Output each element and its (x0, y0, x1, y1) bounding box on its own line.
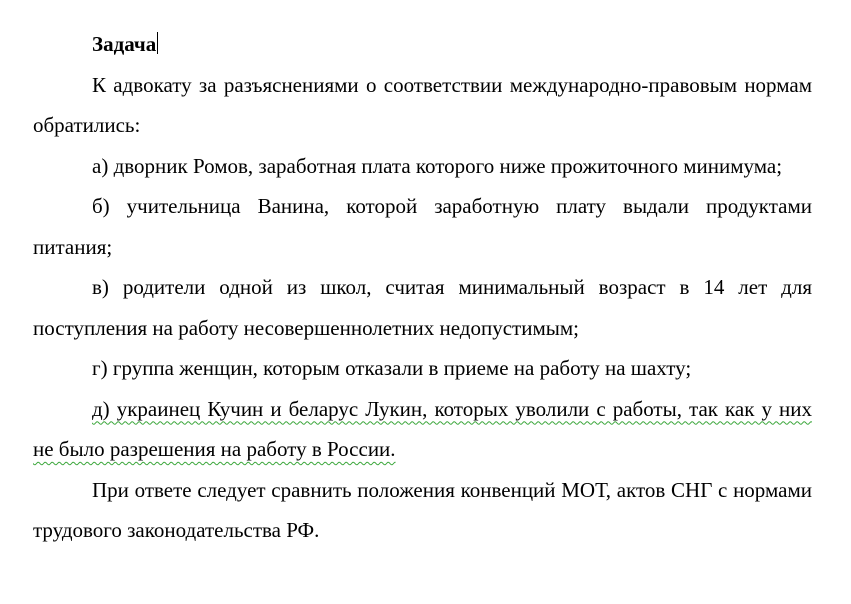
item-g: г) группа женщин, которым отказали в приеме на работу на шахту; (92, 356, 692, 380)
item-v: в) родители одной из школ, считая минимальный возраст в 14 лет для поступления на работу несовершеннолетних недопустимым; (33, 275, 812, 340)
item-b: б) учительница Ванина, которой заработную плату выдали продуктами питания; (33, 194, 812, 259)
title-paragraph (33, 24, 812, 65)
item-a: а) дворник Ромов, заработная плата которого ниже прожиточного минимума; (92, 153, 783, 178)
grammar-check-underline: д) украинец Кучин и беларус Лукин, которых уволили с работы, так как у них не было разрешения на работу в России. (33, 396, 812, 461)
document-page[interactable] (33, 24, 812, 551)
item-d (33, 389, 812, 470)
text-cursor (157, 32, 158, 54)
document-title: Задача (92, 32, 157, 56)
conclusion-paragraph: При ответе следует сравнить положения конвенций МОТ, актов СНГ с нормами трудового законодательства РФ. (33, 477, 812, 542)
intro-paragraph: К адвокату за разъяснениями о соответствии международно-правовым нормам обратились: (33, 72, 812, 137)
